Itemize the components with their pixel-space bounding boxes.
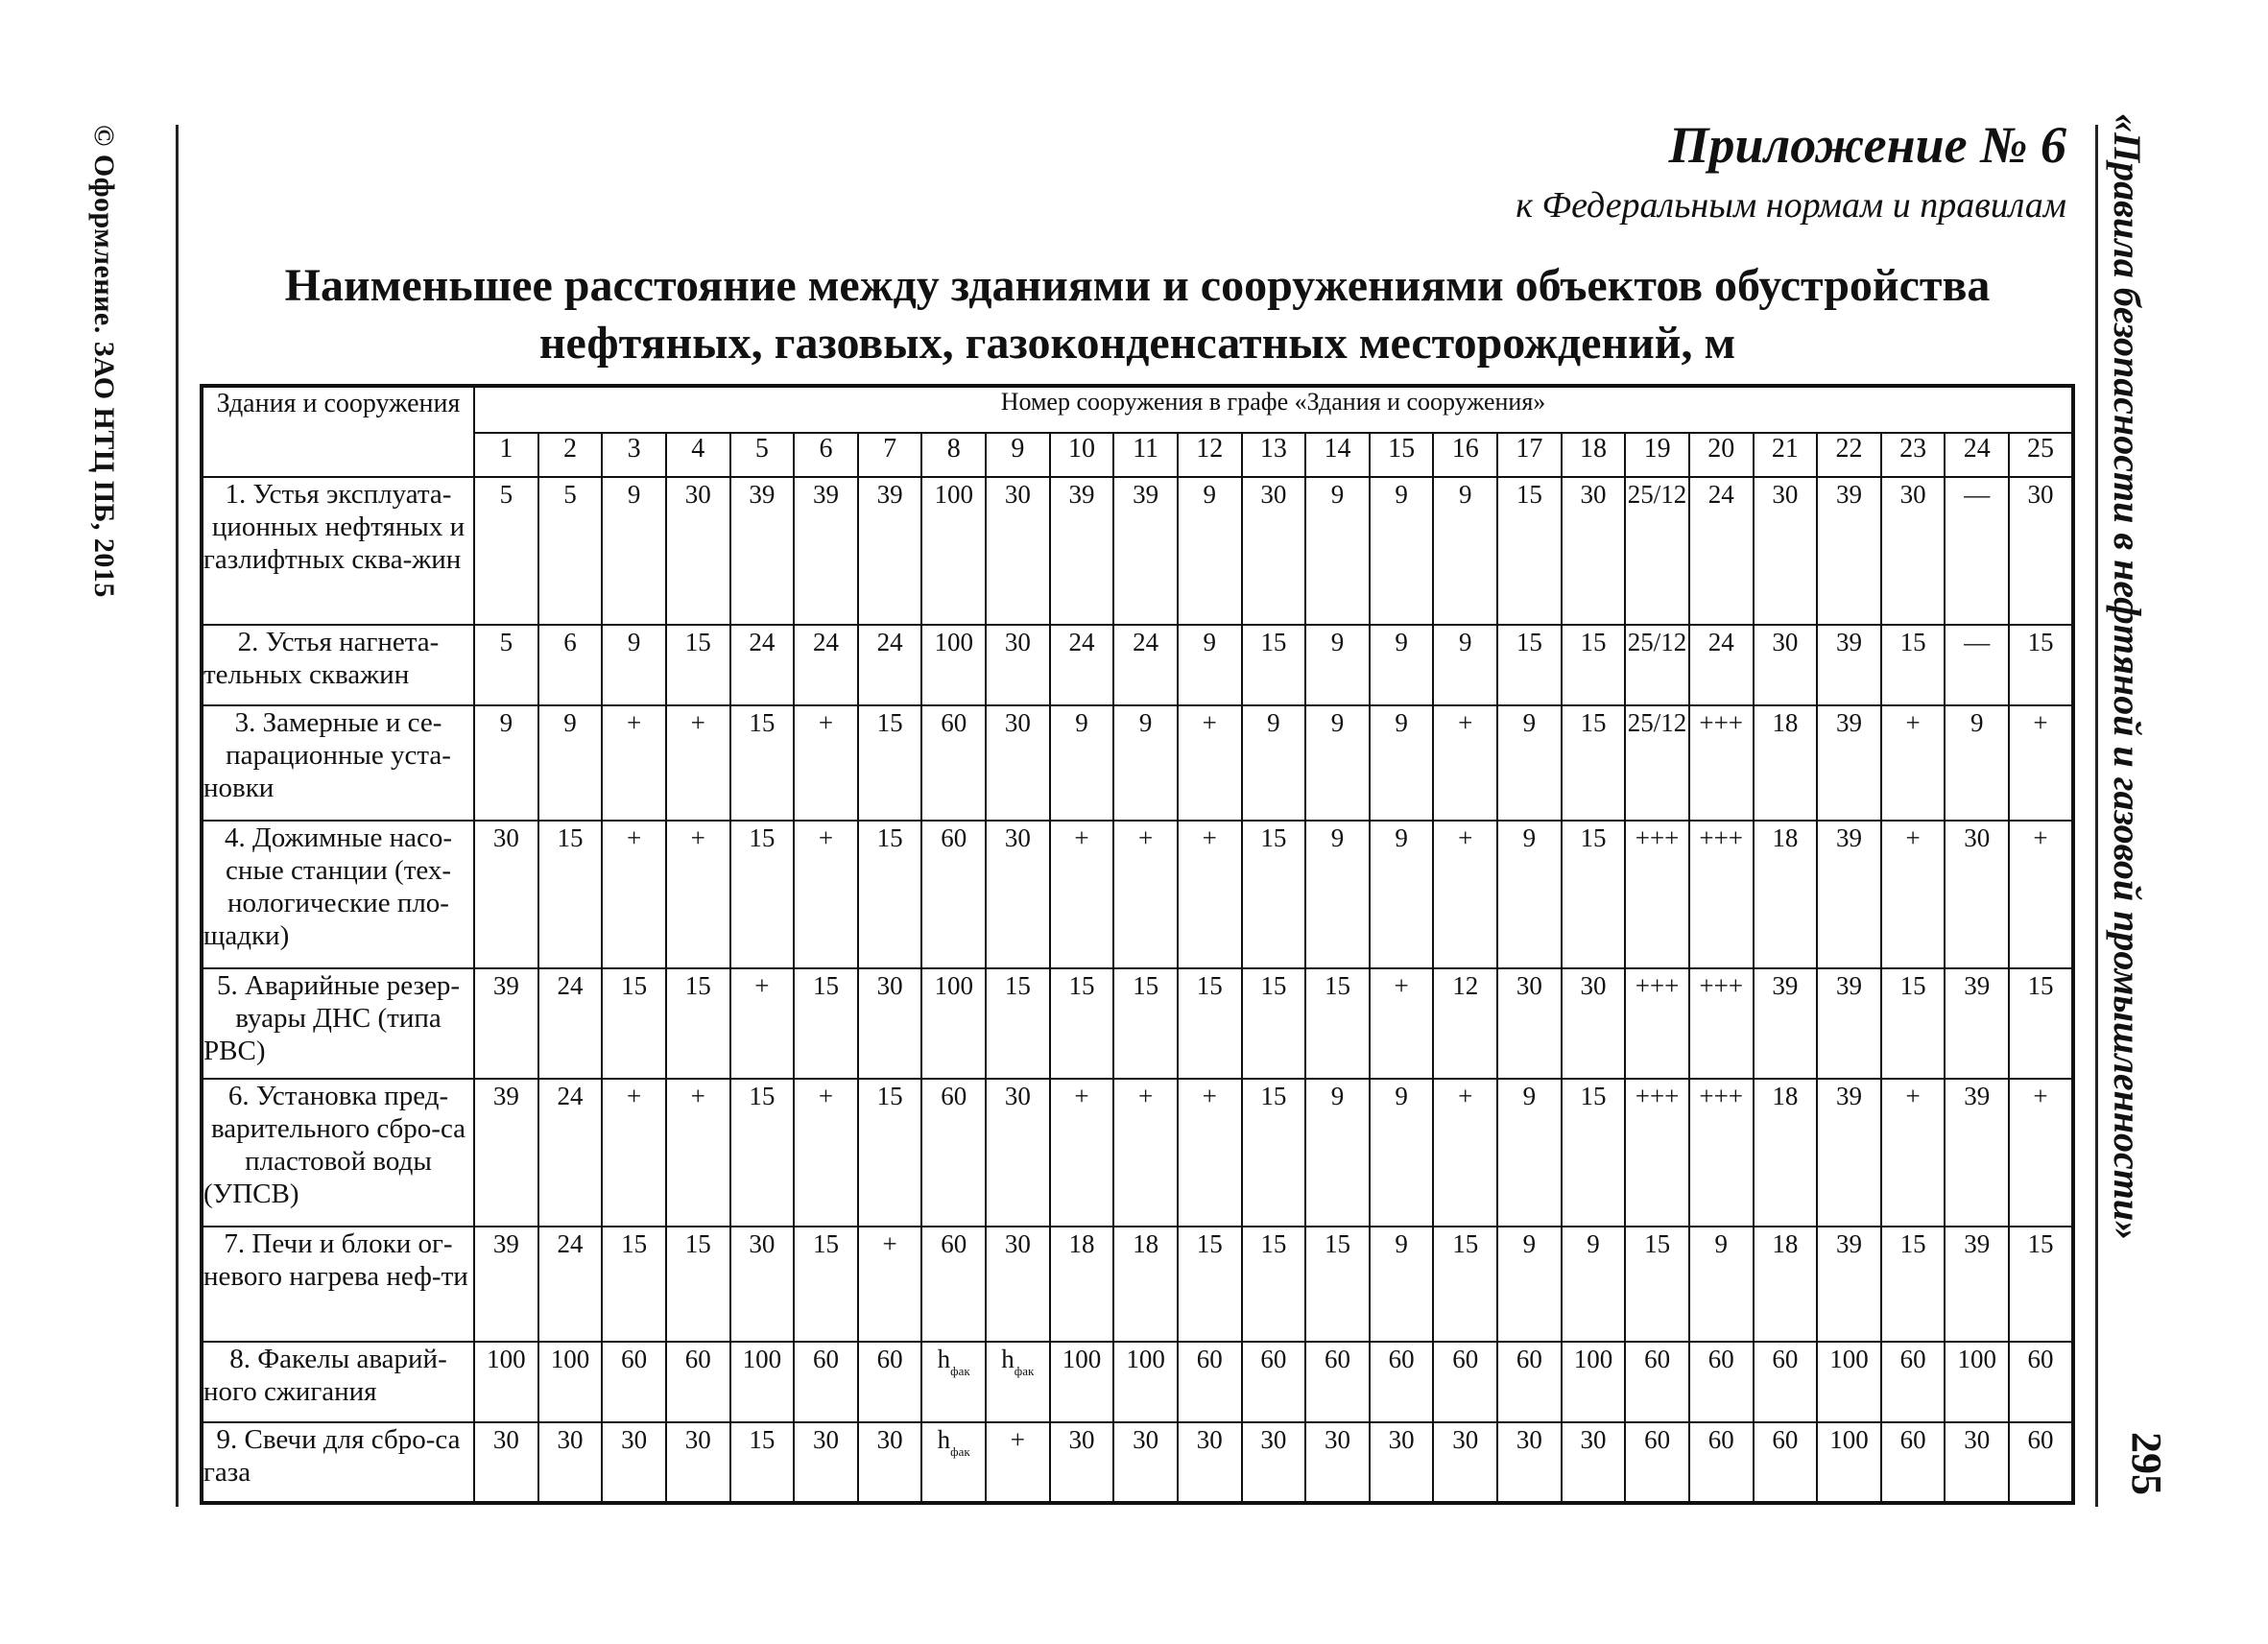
table-cell: 30 — [794, 1422, 858, 1503]
table-cell: 24 — [538, 1079, 603, 1227]
table-cell: 9 — [1305, 705, 1370, 821]
table-cell: 15 — [2009, 1227, 2073, 1342]
table-cell: 30 — [1562, 1422, 1626, 1503]
table-cell: 18 — [1754, 705, 1818, 821]
table-cell: 60 — [666, 1342, 730, 1422]
table-cell: 15 — [1562, 821, 1626, 968]
table-cell: 15 — [858, 821, 922, 968]
table-cell: 15 — [1433, 1227, 1497, 1342]
table-cell: + — [666, 705, 730, 821]
table-cell: 30 — [1305, 1422, 1370, 1503]
table-cell: + — [794, 1079, 858, 1227]
table-cell: + — [1178, 705, 1242, 821]
table-cell: 9 — [1305, 1079, 1370, 1227]
table-cell: + — [794, 705, 858, 821]
row-label: 1. Устья эксплуата-ционных нефтяных и газлифтных сква-жин — [202, 477, 474, 625]
table-cell: + — [1433, 705, 1497, 821]
table-cell: 100 — [1945, 1342, 2009, 1422]
table-cell: 15 — [602, 968, 666, 1078]
table-cell: 15 — [794, 1227, 858, 1342]
row-label: 3. Замерные и се-парационные уста-новки — [202, 705, 474, 821]
table-cell: 9 — [538, 705, 603, 821]
table-cell: + — [666, 1079, 730, 1227]
table-cell: 15 — [730, 1422, 795, 1503]
table-row — [202, 625, 2073, 705]
table-cell: $h_{фак}$ — [921, 1342, 986, 1422]
table-cell: + — [602, 705, 666, 821]
table-cell: 9 — [1433, 625, 1497, 705]
table-cell: 30 — [858, 968, 922, 1078]
table-cell: 30 — [1178, 1422, 1242, 1503]
table-row — [202, 968, 2073, 1078]
table-cell: 39 — [1817, 625, 1881, 705]
table-cell: +++ — [1625, 821, 1689, 968]
table-cell: 24 — [730, 625, 795, 705]
table-cell: 15 — [1881, 1227, 1946, 1342]
table-cell: 30 — [1754, 477, 1818, 625]
table-cell: 60 — [2009, 1422, 2073, 1503]
table-cell: + — [858, 1227, 922, 1342]
table-cell: 24 — [1689, 477, 1754, 625]
column-number: 20 — [1689, 433, 1754, 477]
table-cell: 15 — [1497, 625, 1562, 705]
table-cell: 18 — [1754, 1227, 1818, 1342]
table-row — [202, 477, 2073, 625]
table-cell: 60 — [1881, 1342, 1946, 1422]
column-number: 10 — [1050, 433, 1114, 477]
table-cell: 15 — [1050, 968, 1114, 1078]
table-cell: 9 — [1562, 1227, 1626, 1342]
table-cell: — — [1945, 477, 2009, 625]
table-cell: 15 — [1562, 1079, 1626, 1227]
table-cell: 24 — [858, 625, 922, 705]
table-cell: 5 — [538, 477, 603, 625]
table-cell: 15 — [986, 968, 1050, 1078]
table-cell: 9 — [1433, 477, 1497, 625]
appendix-title: Приложение № 6 — [1668, 116, 2066, 174]
table-cell: 100 — [921, 625, 986, 705]
table-cell: 30 — [538, 1422, 603, 1503]
table-cell: 39 — [1817, 477, 1881, 625]
table-cell: 30 — [1370, 1422, 1434, 1503]
table-cell: — — [1945, 625, 2009, 705]
table-cell: 15 — [858, 1079, 922, 1227]
table-cell: 9 — [1113, 705, 1178, 821]
table-cell: 9 — [1497, 1079, 1562, 1227]
table-cell: 5 — [474, 625, 538, 705]
table-cell: 60 — [1625, 1342, 1689, 1422]
table-cell: 18 — [1050, 1227, 1114, 1342]
table-cell: 9 — [1370, 477, 1434, 625]
column-number: 8 — [921, 433, 986, 477]
table-cell: 30 — [1881, 477, 1946, 625]
table-cell: 30 — [1242, 477, 1306, 625]
table-cell: 25/12 — [1625, 625, 1689, 705]
left-divider — [176, 125, 179, 1507]
page-number: 295 — [2123, 1432, 2170, 1495]
table-cell: 39 — [1817, 821, 1881, 968]
table-cell: 39 — [1050, 477, 1114, 625]
table-cell: + — [986, 1422, 1050, 1503]
table-cell: 30 — [1497, 968, 1562, 1078]
table-cell: 39 — [474, 1227, 538, 1342]
table-cell: 60 — [1433, 1342, 1497, 1422]
table-cell: 9 — [1497, 705, 1562, 821]
table-cell: + — [602, 1079, 666, 1227]
table-cell: 15 — [1562, 705, 1626, 821]
table-cell: 60 — [921, 1227, 986, 1342]
table-cell: 15 — [1178, 1227, 1242, 1342]
table-cell: 30 — [986, 625, 1050, 705]
table-cell: 60 — [1178, 1342, 1242, 1422]
table-cell: 24 — [1689, 625, 1754, 705]
table-row — [202, 1342, 2073, 1422]
table-cell: 15 — [666, 968, 730, 1078]
table-cell: 9 — [1945, 705, 2009, 821]
table-cell: 60 — [921, 1079, 986, 1227]
column-number: 1 — [474, 433, 538, 477]
table-cell: 30 — [1562, 968, 1626, 1078]
table-cell: 9 — [1370, 1079, 1434, 1227]
table-cell: + — [1113, 821, 1178, 968]
row-label: 6. Установка пред-варительного сбро-са пластовой воды (УПСВ) — [202, 1079, 474, 1227]
table-cell: 60 — [1625, 1422, 1689, 1503]
column-number: 19 — [1625, 433, 1689, 477]
table-cell: + — [794, 821, 858, 968]
table-cell: 15 — [1625, 1227, 1689, 1342]
table-cell: 15 — [1242, 1227, 1306, 1342]
table-cell: 100 — [921, 968, 986, 1078]
table-cell: 15 — [1242, 968, 1306, 1078]
table-cell: 24 — [1050, 625, 1114, 705]
table-cell: 24 — [1113, 625, 1178, 705]
table-cell: 39 — [794, 477, 858, 625]
table-cell: 30 — [986, 477, 1050, 625]
table-cell: 39 — [1817, 968, 1881, 1078]
table-cell: +++ — [1689, 1079, 1754, 1227]
table-cell: 15 — [794, 968, 858, 1078]
table-cell: 15 — [730, 821, 795, 968]
table-cell: 100 — [730, 1342, 795, 1422]
row-label: 8. Факелы аварий-ного сжигания — [202, 1342, 474, 1422]
table-cell: 60 — [1497, 1342, 1562, 1422]
table-cell: 60 — [921, 821, 986, 968]
table-cell: 30 — [986, 821, 1050, 968]
table-cell: + — [2009, 821, 2073, 968]
table-cell: 9 — [1050, 705, 1114, 821]
table-cell: 30 — [474, 821, 538, 968]
table-cell: +++ — [1689, 821, 1754, 968]
table-cell: + — [1050, 1079, 1114, 1227]
table-cell: 15 — [2009, 625, 2073, 705]
table-cell: 15 — [1242, 625, 1306, 705]
table-cell: $h_{фак}$ — [986, 1342, 1050, 1422]
row-label: 9. Свечи для сбро-са газа — [202, 1422, 474, 1503]
table-cell: 60 — [1242, 1342, 1306, 1422]
table-cell: 15 — [1113, 968, 1178, 1078]
column-number: 4 — [666, 433, 730, 477]
column-number: 21 — [1754, 433, 1818, 477]
table-cell: 60 — [1881, 1422, 1946, 1503]
table-cell: $h_{фак}$ — [921, 1422, 986, 1503]
table-cell: 15 — [1497, 477, 1562, 625]
column-number: 17 — [1497, 433, 1562, 477]
page-title: Наименьшее расстояние между зданиями и сооружениями объектов обустройства нефтяных, газовых, газоконденсатных месторождений, м — [284, 260, 1991, 369]
table-cell: 30 — [474, 1422, 538, 1503]
table-cell: 30 — [986, 1079, 1050, 1227]
table-cell: 15 — [2009, 968, 2073, 1078]
table-cell: 15 — [730, 1079, 795, 1227]
table-row — [202, 1227, 2073, 1342]
column-number: 14 — [1305, 433, 1370, 477]
table-cell: 39 — [1945, 968, 2009, 1078]
table-cell: 15 — [1178, 968, 1242, 1078]
column-number: 23 — [1881, 433, 1946, 477]
appendix-subtitle: к Федеральным нормам и правилам — [1516, 185, 2066, 226]
table-cell: 15 — [666, 1227, 730, 1342]
table-cell: 39 — [474, 1079, 538, 1227]
column-number: 24 — [1945, 433, 2009, 477]
table-cell: 30 — [666, 1422, 730, 1503]
table-cell: 15 — [538, 821, 603, 968]
table-cell: 30 — [2009, 477, 2073, 625]
table-cell: 9 — [602, 625, 666, 705]
table-cell: 30 — [1050, 1422, 1114, 1503]
row-label: 5. Аварийные резер-вуары ДНС (типа РВС) — [202, 968, 474, 1078]
table-cell: 100 — [538, 1342, 603, 1422]
table-cell: 9 — [1370, 821, 1434, 968]
table-cell: 30 — [986, 705, 1050, 821]
table-cell: 15 — [1881, 968, 1946, 1078]
table-cell: + — [1881, 1079, 1946, 1227]
table-cell: 30 — [1945, 821, 2009, 968]
table-cell: 9 — [1305, 625, 1370, 705]
table-cell: 60 — [1305, 1342, 1370, 1422]
table-cell: 60 — [1689, 1342, 1754, 1422]
table-row — [202, 1422, 2073, 1503]
column-number: 6 — [794, 433, 858, 477]
table-cell: 30 — [602, 1422, 666, 1503]
column-number: 25 — [2009, 433, 2073, 477]
table-cell: 30 — [1242, 1422, 1306, 1503]
table-cell: 39 — [1113, 477, 1178, 625]
table-cell: + — [1050, 821, 1114, 968]
copyright-note: © Оформление. ЗАО НТЦ ПБ, 2015 — [88, 125, 120, 598]
table-cell: 100 — [1050, 1342, 1114, 1422]
table-cell: 30 — [858, 1422, 922, 1503]
table-cell: +++ — [1689, 968, 1754, 1078]
table-cell: 15 — [1881, 625, 1946, 705]
table-cell: 6 — [538, 625, 603, 705]
table-cell: + — [666, 821, 730, 968]
running-header: «Правила безопасности в нефтяной и газовой промышленности» — [2106, 113, 2149, 1241]
column-number: 22 — [1817, 433, 1881, 477]
table-cell: 39 — [1945, 1079, 2009, 1227]
table-cell: 15 — [1562, 625, 1626, 705]
table-cell: 60 — [1754, 1342, 1818, 1422]
table-cell: 9 — [1178, 477, 1242, 625]
table-cell: 9 — [602, 477, 666, 625]
table-cell: 9 — [1242, 705, 1306, 821]
table-cell: 60 — [1689, 1422, 1754, 1503]
table-cell: 100 — [1113, 1342, 1178, 1422]
table-cell: 30 — [986, 1227, 1050, 1342]
header-row — [202, 386, 2073, 433]
table-cell: 15 — [858, 705, 922, 821]
table-cell: 9 — [1497, 821, 1562, 968]
table-cell: 18 — [1754, 1079, 1818, 1227]
table-cell: 30 — [1562, 477, 1626, 625]
table-row — [202, 705, 2073, 821]
table-cell: 9 — [1370, 705, 1434, 821]
table-cell: 9 — [1689, 1227, 1754, 1342]
table-cell: 24 — [538, 1227, 603, 1342]
table-cell: 60 — [794, 1342, 858, 1422]
table-cell: 30 — [730, 1227, 795, 1342]
table-cell: 30 — [1113, 1422, 1178, 1503]
table-row — [202, 1079, 2073, 1227]
distance-table — [200, 384, 2075, 1505]
table-cell: 24 — [538, 968, 603, 1078]
table-cell: 15 — [666, 625, 730, 705]
table-cell: 15 — [1305, 968, 1370, 1078]
column-number: 7 — [858, 433, 922, 477]
table-cell: 9 — [1370, 1227, 1434, 1342]
table-cell: 39 — [730, 477, 795, 625]
table-cell: 18 — [1113, 1227, 1178, 1342]
table-cell: + — [1433, 821, 1497, 968]
table-cell: 15 — [1242, 821, 1306, 968]
table-cell: + — [1370, 968, 1434, 1078]
table-cell: 30 — [1754, 625, 1818, 705]
table-cell: +++ — [1689, 705, 1754, 821]
column-number: 15 — [1370, 433, 1434, 477]
table-row — [202, 821, 2073, 968]
column-number: 2 — [538, 433, 603, 477]
table-cell: 100 — [474, 1342, 538, 1422]
table-cell: 100 — [1817, 1342, 1881, 1422]
table-cell: 30 — [666, 477, 730, 625]
table-cell: 9 — [1370, 625, 1434, 705]
table-cell: 9 — [1305, 821, 1370, 968]
column-number: 5 — [730, 433, 795, 477]
table-cell: 25/12 — [1625, 705, 1689, 821]
table-cell: 39 — [1945, 1227, 2009, 1342]
table-cell: 30 — [1497, 1422, 1562, 1503]
row-label: 4. Дожимные насо-сные станции (тех-нологические пло-щадки) — [202, 821, 474, 968]
table-cell: 9 — [1305, 477, 1370, 625]
table-cell: 24 — [794, 625, 858, 705]
table-cell: 9 — [474, 705, 538, 821]
table-cell: 9 — [1497, 1227, 1562, 1342]
column-number: 13 — [1242, 433, 1306, 477]
table-cell: 100 — [1562, 1342, 1626, 1422]
table-cell: 30 — [1945, 1422, 2009, 1503]
column-number: 18 — [1562, 433, 1626, 477]
table-cell: 30 — [1433, 1422, 1497, 1503]
table-cell: 9 — [1178, 625, 1242, 705]
table-cell: 60 — [858, 1342, 922, 1422]
table-cell: 25/12 — [1625, 477, 1689, 625]
table-cell: 15 — [730, 705, 795, 821]
table-cell: 15 — [602, 1227, 666, 1342]
row-label: 7. Печи и блоки ог-невого нагрева неф-ти — [202, 1227, 474, 1342]
table-cell: 39 — [1817, 705, 1881, 821]
table-cell: 39 — [858, 477, 922, 625]
table-cell: + — [1433, 1079, 1497, 1227]
table-cell: +++ — [1625, 968, 1689, 1078]
column-number: 9 — [986, 433, 1050, 477]
table-cell: + — [1881, 705, 1946, 821]
row-header: Здания и сооружения — [202, 386, 474, 477]
table-cell: 39 — [1817, 1227, 1881, 1342]
table-cell: 39 — [1817, 1079, 1881, 1227]
column-group-header: Номер сооружения в графе «Здания и сооружения» — [474, 386, 2073, 433]
table-cell: 60 — [602, 1342, 666, 1422]
row-label: 2. Устья нагнета-тельных скважин — [202, 625, 474, 705]
table-cell: 39 — [1754, 968, 1818, 1078]
table-cell: + — [2009, 705, 2073, 821]
table-cell: 100 — [921, 477, 986, 625]
table-cell: 60 — [2009, 1342, 2073, 1422]
table-cell: 60 — [1370, 1342, 1434, 1422]
table-cell: 18 — [1754, 821, 1818, 968]
column-number: 11 — [1113, 433, 1178, 477]
table-cell: 5 — [474, 477, 538, 625]
table-cell: + — [1881, 821, 1946, 968]
table-cell: + — [602, 821, 666, 968]
table-cell: 15 — [1242, 1079, 1306, 1227]
table-cell: 15 — [1305, 1227, 1370, 1342]
table-cell: + — [1113, 1079, 1178, 1227]
table-cell: 12 — [1433, 968, 1497, 1078]
table-cell: + — [1178, 821, 1242, 968]
table-cell: 39 — [474, 968, 538, 1078]
column-number: 12 — [1178, 433, 1242, 477]
table-cell: 100 — [1817, 1422, 1881, 1503]
table-cell: 60 — [921, 705, 986, 821]
table-cell: +++ — [1625, 1079, 1689, 1227]
table-cell: 60 — [1754, 1422, 1818, 1503]
column-number: 3 — [602, 433, 666, 477]
table-cell: + — [730, 968, 795, 1078]
table-cell: + — [2009, 1079, 2073, 1227]
right-divider — [2095, 125, 2098, 1507]
column-numbers-row — [202, 433, 2073, 477]
column-number: 16 — [1433, 433, 1497, 477]
table-cell: + — [1178, 1079, 1242, 1227]
